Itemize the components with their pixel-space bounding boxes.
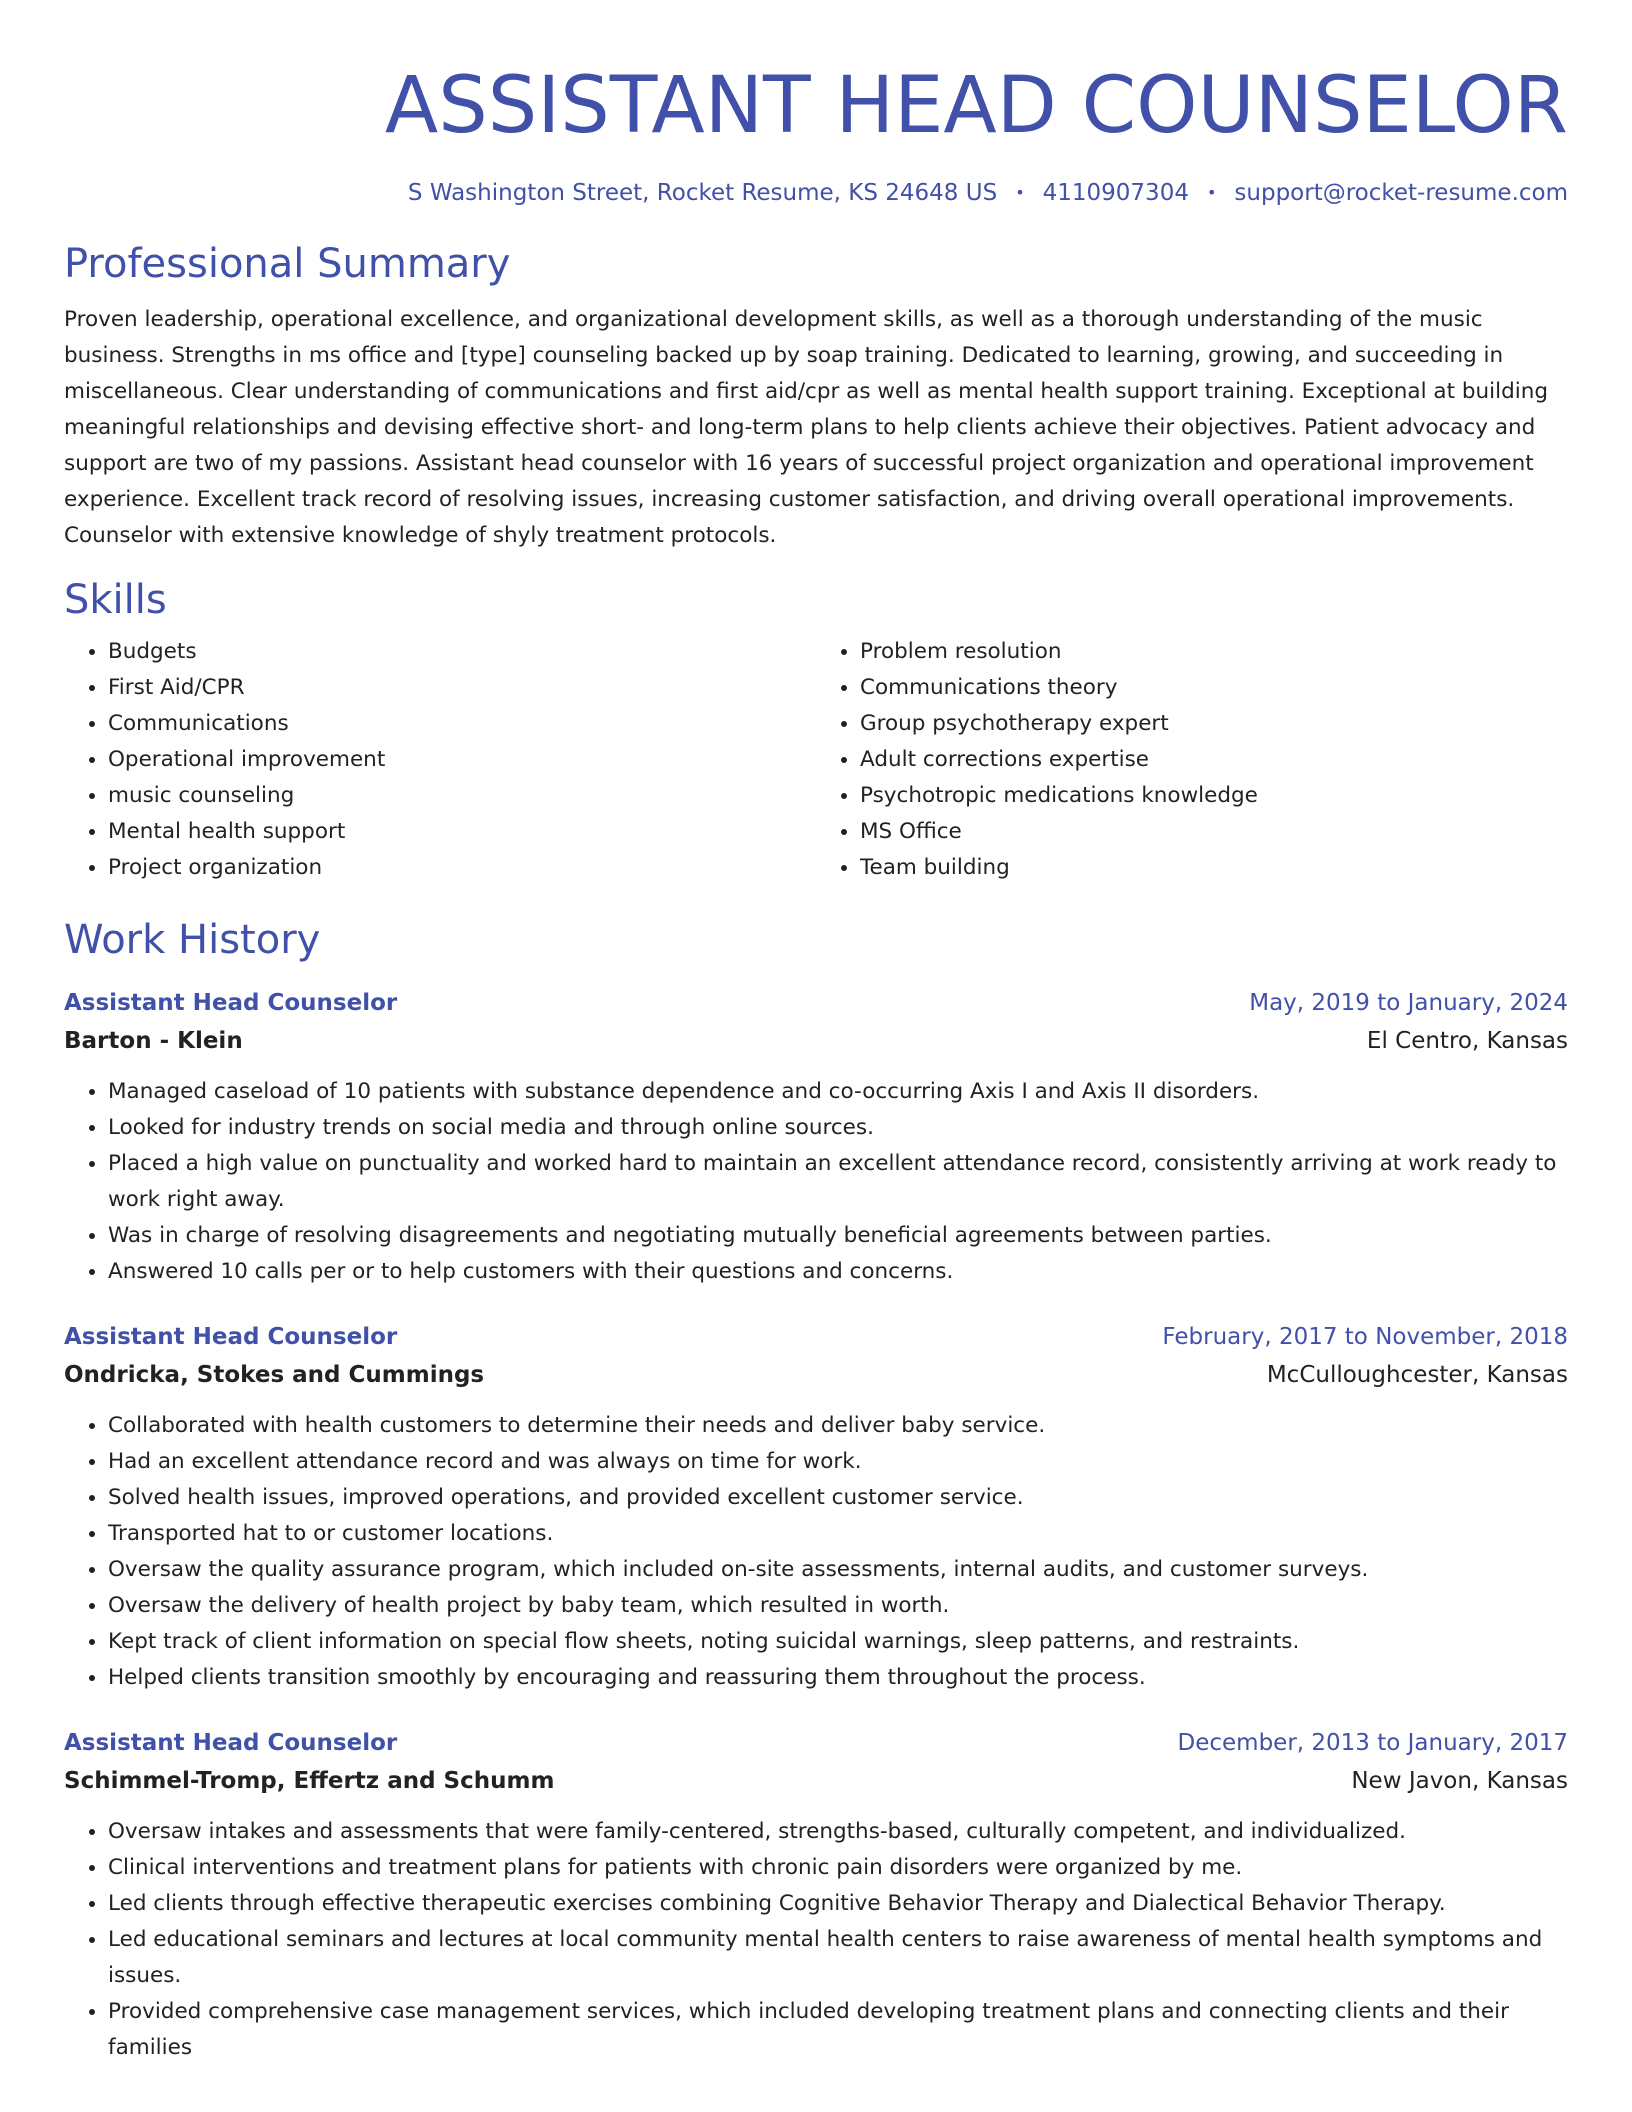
job-title: Assistant Head Counselor <box>64 1324 398 1350</box>
job-company-row <box>64 1022 1568 1060</box>
job-entry <box>64 984 1568 1290</box>
contact-address: S Washington Street, Rocket Resume, KS 24648 US <box>407 180 998 206</box>
job-bullet: • Led clients through effective therapeutic exercises combining Cognitive Behavior Therapy and Dialectical Behavior Therapy. <box>108 1886 1568 1922</box>
job-bullets <box>64 1814 1568 2066</box>
job-location: El Centro, Kansas <box>1366 1028 1568 1054</box>
job-bullet: • Oversaw the delivery of health project by baby team, which resulted in worth. <box>108 1588 1568 1624</box>
job-title-row <box>64 1724 1568 1762</box>
skill-item: • music counseling <box>108 778 816 814</box>
job-bullet: • Oversaw intakes and assessments that were family-centered, strengths-based, culturally competent, and individualized. <box>108 1814 1568 1850</box>
job-entry <box>64 1724 1568 2066</box>
skill-item: • MS Office <box>860 814 1568 850</box>
skill-item: • Operational improvement <box>108 742 816 778</box>
job-title-row <box>64 1318 1568 1356</box>
job-bullet: • Provided comprehensive case management services, which included developing treatment plans and connecting clients and their families <box>108 1994 1568 2066</box>
job-bullet: • Had an excellent attendance record and was always on time for work. <box>108 1444 1568 1480</box>
job-bullets <box>64 1074 1568 1290</box>
skill-item: • First Aid/CPR <box>108 670 816 706</box>
job-location: McCulloughcester, Kansas <box>1266 1362 1568 1388</box>
summary-heading: Professional Summary <box>64 241 511 287</box>
job-bullet: • Placed a high value on punctuality and worked hard to maintain an excellent attendance record, consistently arriving at work ready to work right away. <box>108 1146 1568 1218</box>
job-location: New Javon, Kansas <box>1351 1768 1568 1794</box>
job-dates: February, 2017 to November, 2018 <box>1162 1324 1568 1350</box>
contact-email[interactable]: support@rocket-resume.com <box>1234 180 1568 206</box>
job-bullet: • Led educational seminars and lectures at local community mental health centers to raise awareness of mental health symptoms and issues. <box>108 1922 1568 1994</box>
job-company: Barton - Klein <box>64 1028 243 1054</box>
contact-separator: • <box>1015 183 1025 202</box>
summary-text: Proven leadership, operational excellence, and organizational development skills, as well as a thorough understanding of the music business. Strengths in ms office and [type] counseling backed up by soap training. Dedicated to learning, growing, and succeeding in miscellaneous. Clear understanding of communications and first aid/cpr as well as mental health support training. Exceptional at building meaningful relationships and devising effective short- and long-term plans to help clients achieve their objectives. Patient advocacy and support are two of my passions. Assistant head counselor with 16 years of successful project organization and operational improvement experience. Excellent track record of resolving issues, increasing customer satisfaction, and driving overall operational improvements. Counselor with extensive knowledge of shyly treatment protocols. <box>64 307 1548 548</box>
job-bullet: • Managed caseload of 10 patients with substance dependence and co-occurring Axis I and Axis II disorders. <box>108 1074 1568 1110</box>
job-company-row <box>64 1762 1568 1800</box>
job-dates: May, 2019 to January, 2024 <box>1249 990 1568 1016</box>
skills-column-right <box>816 634 1568 886</box>
skill-item: • Psychotropic medications knowledge <box>860 778 1568 814</box>
job-bullet: • Oversaw the quality assurance program, which included on-site assessments, internal audits, and customer surveys. <box>108 1552 1568 1588</box>
skills-list <box>64 634 1568 886</box>
job-bullet: • Answered 10 calls per or to help customers with their questions and concerns. <box>108 1254 1568 1290</box>
skill-item: • Mental health support <box>108 814 816 850</box>
job-company: Schimmel-Tromp, Effertz and Schumm <box>64 1768 555 1794</box>
job-dates: December, 2013 to January, 2017 <box>1177 1730 1568 1756</box>
job-bullet: • Clinical interventions and treatment plans for patients with chronic pain disorders were organized by me. <box>108 1850 1568 1886</box>
job-bullets <box>64 1408 1568 1696</box>
skills-column-left <box>64 634 816 886</box>
skill-item: • Communications <box>108 706 816 742</box>
job-entry <box>64 1318 1568 1696</box>
job-company: Ondricka, Stokes and Cummings <box>64 1362 485 1388</box>
job-bullet: • Looked for industry trends on social media and through online sources. <box>108 1110 1568 1146</box>
contact-separator: • <box>1206 183 1217 202</box>
job-bullet: • Helped clients transition smoothly by encouraging and reassuring them throughout the process. <box>108 1660 1568 1696</box>
job-title-row <box>64 984 1568 1022</box>
job-bullet: • Was in charge of resolving disagreements and negotiating mutually beneficial agreements between parties. <box>108 1218 1568 1254</box>
job-bullet: • Solved health issues, improved operations, and provided excellent customer service. <box>108 1480 1568 1516</box>
job-title: Assistant Head Counselor <box>64 1730 398 1756</box>
job-bullet: • Collaborated with health customers to determine their needs and deliver baby service. <box>108 1408 1568 1444</box>
skill-item: • Problem resolution <box>860 634 1568 670</box>
skills-heading: Skills <box>64 577 167 623</box>
job-bullet: • Kept track of client information on special flow sheets, noting suicidal warnings, sleep patterns, and restraints. <box>108 1624 1568 1660</box>
work-history-heading: Work History <box>64 917 321 963</box>
job-company-row <box>64 1356 1568 1394</box>
skill-item: • Group psychotherapy expert <box>860 706 1568 742</box>
skill-item: • Budgets <box>108 634 816 670</box>
job-bullet: • Transported hat to or customer locations. <box>108 1516 1568 1552</box>
candidate-name: ASSISTANT HEAD COUNSELOR <box>384 61 1568 151</box>
skill-item: • Project organization <box>108 850 816 886</box>
skill-item: • Team building <box>860 850 1568 886</box>
resume-page <box>64 0 1568 2066</box>
job-title: Assistant Head Counselor <box>64 990 398 1016</box>
skill-item: • Adult corrections expertise <box>860 742 1568 778</box>
skill-item: • Communications theory <box>860 670 1568 706</box>
contact-line <box>64 176 1568 210</box>
contact-phone: 4110907304 <box>1042 180 1189 206</box>
